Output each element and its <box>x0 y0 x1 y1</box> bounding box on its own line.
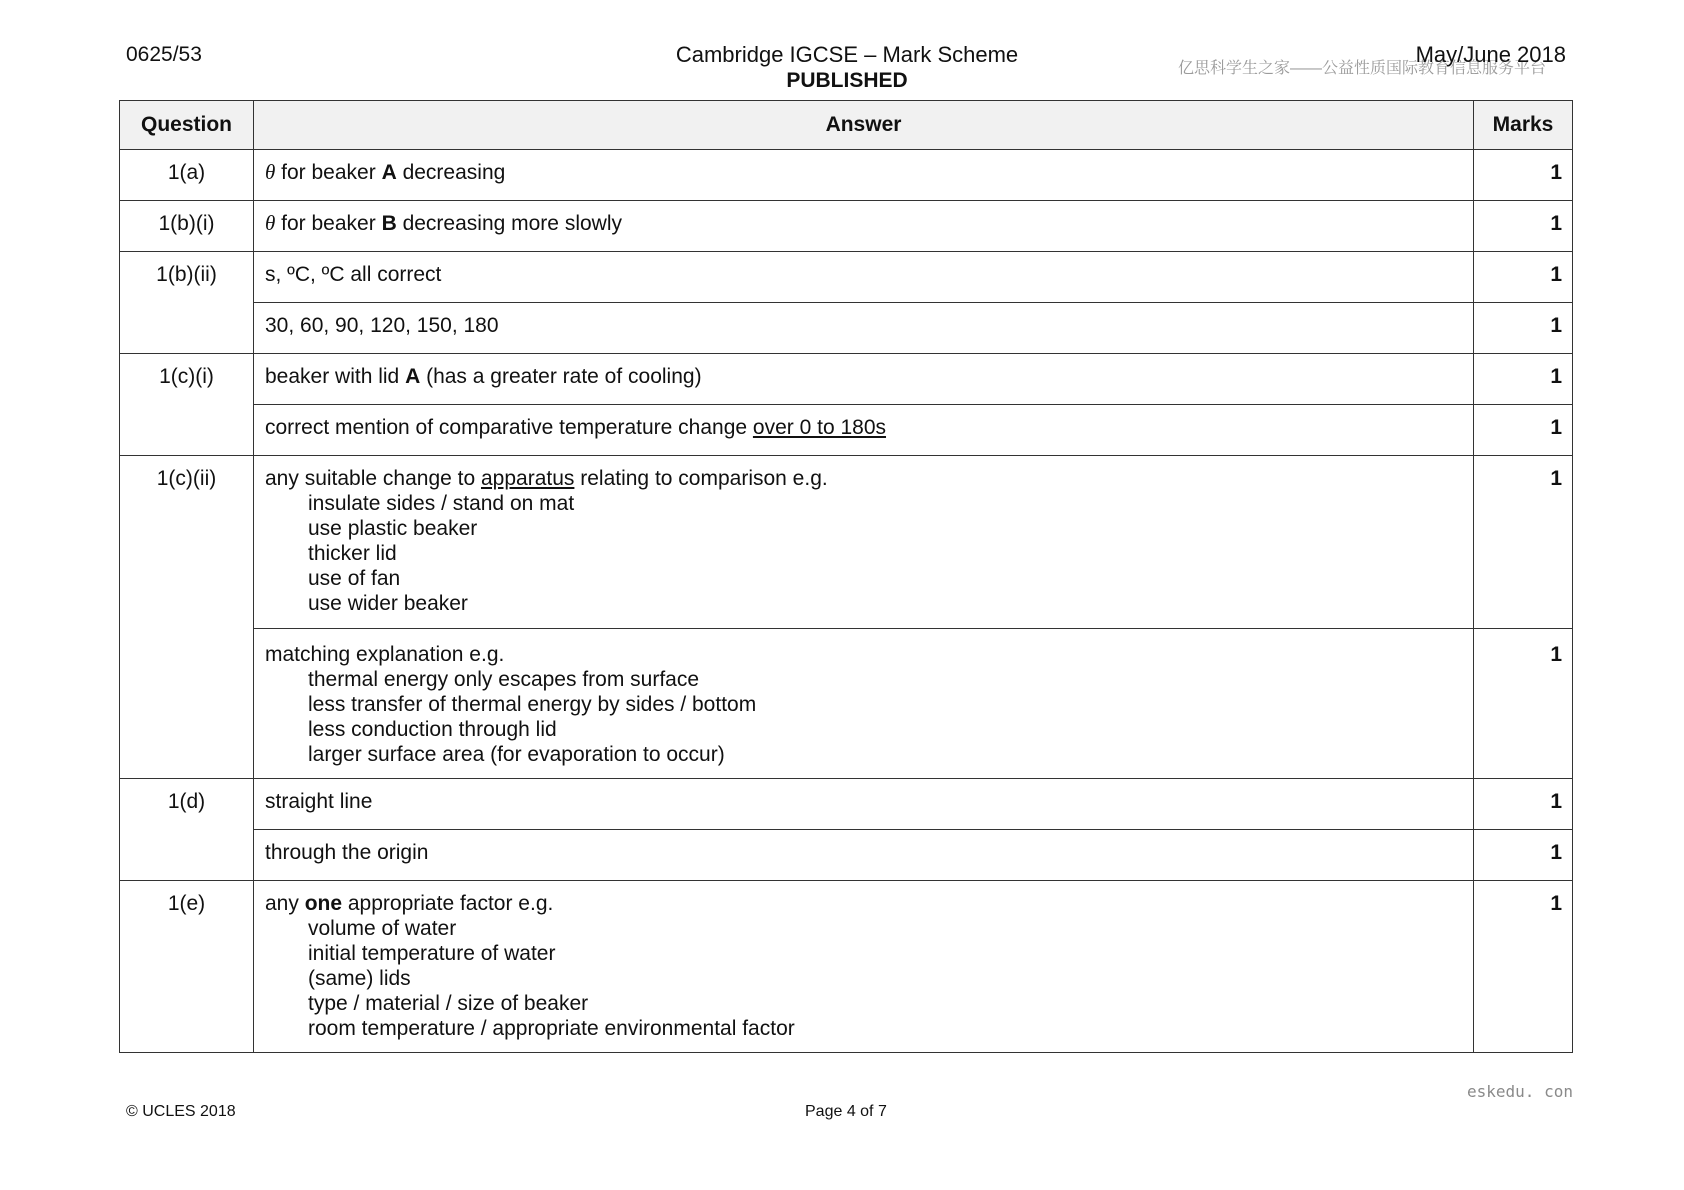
marks-cell: 1 <box>1474 405 1573 456</box>
marks-cell: 1 <box>1474 830 1573 881</box>
marks-cell: 1 <box>1474 779 1573 830</box>
question-cell: 1(b)(i) <box>120 201 254 252</box>
list-item: use wider beaker <box>308 592 468 615</box>
exam-session: May/June 2018 <box>1415 42 1566 67</box>
page-number: Page 4 of 7 <box>805 1103 887 1120</box>
list-item: type / material / size of beaker <box>308 992 589 1015</box>
answer-underlined: over 0 to 180s <box>752 416 887 439</box>
site-watermark: eskedu. con <box>1467 1082 1573 1101</box>
marks-cell: 1 <box>1474 629 1573 779</box>
list-item: less transfer of thermal energy by sides / bottom <box>308 693 757 716</box>
table-row <box>120 456 1573 629</box>
answer-column-header: Answer <box>254 101 1474 150</box>
document-title: Cambridge IGCSE – Mark Scheme <box>675 42 1019 67</box>
list-item: room temperature / appropriate environmental factor <box>308 1017 795 1040</box>
answer-intro: any one appropriate factor e.g. <box>265 892 554 915</box>
answer-cell <box>254 456 1474 629</box>
answer-cell <box>254 405 1474 456</box>
answer-underlined: apparatus <box>481 467 575 490</box>
table-row <box>120 150 1573 201</box>
list-item: (same) lids <box>308 967 411 990</box>
question-cell: 1(c)(i) <box>120 354 254 456</box>
list-item: less conduction through lid <box>308 718 557 741</box>
answer-text: for beaker <box>275 161 382 184</box>
table-row <box>120 252 1573 303</box>
marks-cell: 1 <box>1474 150 1573 201</box>
answer-text: decreasing more slowly <box>396 212 622 235</box>
question-cell: 1(d) <box>120 779 254 881</box>
table-row <box>120 881 1573 1053</box>
answer-bold: A <box>381 161 397 184</box>
answer-cell: 30, 60, 90, 120, 150, 180 <box>254 303 1474 354</box>
theta-symbol: θ <box>265 160 276 184</box>
table-row <box>120 830 1573 881</box>
list-item: insulate sides / stand on mat <box>308 492 575 515</box>
list-item: initial temperature of water <box>308 942 556 965</box>
answer-bold: one <box>304 892 343 915</box>
answer-intro: any suitable change to apparatus relating to comparison e.g. <box>265 467 828 490</box>
marks-cell: 1 <box>1474 252 1573 303</box>
answer-cell <box>254 201 1474 252</box>
table-row <box>120 779 1573 830</box>
answer-cell <box>254 629 1474 779</box>
marks-cell: 1 <box>1474 456 1573 629</box>
answer-text: beaker with lid <box>265 365 406 388</box>
published-label: PUBLISHED <box>786 69 908 92</box>
question-cell: 1(a) <box>120 150 254 201</box>
table-header-row <box>120 101 1573 150</box>
question-column-header: Question <box>120 101 254 150</box>
question-cell: 1(c)(ii) <box>120 456 254 779</box>
marks-cell: 1 <box>1474 303 1573 354</box>
header-watermark: 亿思科学生之家——公益性质国际教育信息服务平台 <box>1178 60 1547 77</box>
answer-cell: s, ºC, ºC all correct <box>254 252 1474 303</box>
list-item: volume of water <box>308 917 457 940</box>
list-item: larger surface area (for evaporation to occur) <box>308 743 725 766</box>
answer-bold: B <box>381 212 397 235</box>
list-item: thicker lid <box>308 542 397 565</box>
answer-cell <box>254 354 1474 405</box>
answer-intro: matching explanation e.g. <box>265 643 505 666</box>
table-row <box>120 354 1573 405</box>
answer-cell <box>254 150 1474 201</box>
answer-text: (has a greater rate of cooling) <box>420 365 702 388</box>
answer-cell <box>254 881 1474 1053</box>
marks-cell: 1 <box>1474 881 1573 1053</box>
mark-scheme-table <box>119 100 1573 1053</box>
copyright: © UCLES 2018 <box>126 1103 236 1120</box>
marks-column-header: Marks <box>1474 101 1573 150</box>
marks-cell: 1 <box>1474 354 1573 405</box>
table-row <box>120 303 1573 354</box>
answer-text: for beaker <box>275 212 382 235</box>
marks-cell: 1 <box>1474 201 1573 252</box>
paper-code: 0625/53 <box>126 43 202 66</box>
table-row <box>120 629 1573 779</box>
answer-cell: straight line <box>254 779 1474 830</box>
list-item: use plastic beaker <box>308 517 478 540</box>
table-row <box>120 201 1573 252</box>
answer-cell: through the origin <box>254 830 1474 881</box>
theta-symbol: θ <box>265 211 276 235</box>
question-cell: 1(e) <box>120 881 254 1053</box>
table-row <box>120 405 1573 456</box>
question-cell: 1(b)(ii) <box>120 252 254 354</box>
answer-text: correct mention of comparative temperature change <box>265 416 753 439</box>
answer-text: decreasing <box>396 161 506 184</box>
list-item: use of fan <box>308 567 401 590</box>
answer-bold: A <box>405 365 421 388</box>
list-item: thermal energy only escapes from surface <box>308 668 700 691</box>
